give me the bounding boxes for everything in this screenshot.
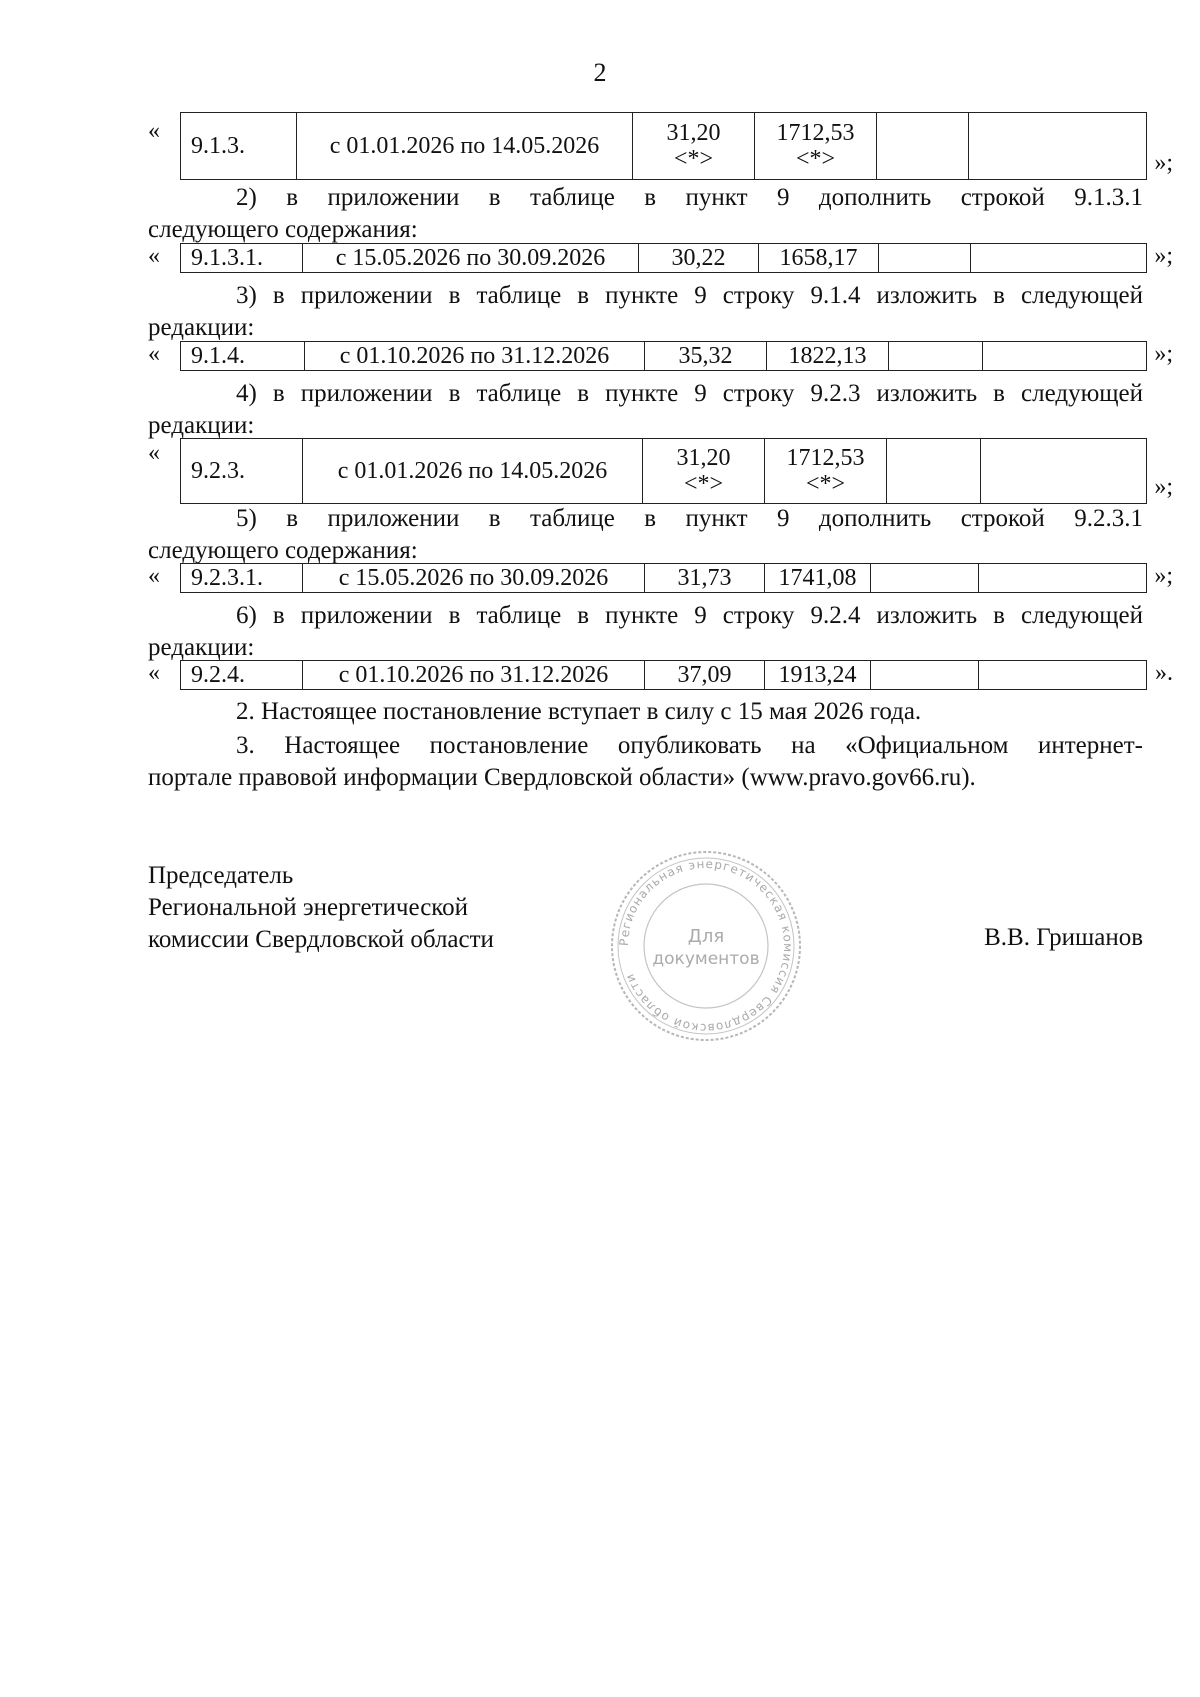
table-row [181,342,1147,371]
table-row-block-5 [148,563,1173,593]
table-row-block-4 [148,438,1173,504]
table-row-block-1 [148,112,1173,180]
stamp-center-line-1: Для [687,926,725,947]
row-value-2 [765,439,887,504]
row-value-2 [755,113,877,180]
row-value-1: 30,22 [639,244,759,273]
signer-line-1: Председатель [148,862,294,889]
closing-quote: »; [1154,243,1173,269]
value-2: 1712,53 [786,445,865,471]
empty-cell [969,113,1147,180]
amend-table [180,660,1147,690]
item-2-line-2: следующего содержания: [148,216,418,243]
row-code: 9.2.3. [181,439,303,504]
table-row [181,564,1147,593]
closing-quote: »; [1154,563,1173,589]
signer-line-3: комиссии Свердловской области [148,926,494,953]
empty-cell [981,439,1147,504]
value-2: 1712,53 [776,120,855,146]
empty-cell [871,564,979,593]
opening-quote: « [148,243,160,269]
row-value-1: 31,73 [645,564,765,593]
row-value-1: 37,09 [645,661,765,690]
closing-quote: »; [1154,341,1173,367]
value-2-note: <*> [795,146,836,172]
row-value-2: 1741,08 [765,564,871,593]
empty-cell [983,342,1147,371]
row-value-2: 1913,24 [765,661,871,690]
item-6-line-2: редакции: [148,634,255,661]
empty-cell [979,661,1147,690]
closing-quote: »; [1154,474,1173,500]
row-code: 9.1.3. [181,113,297,180]
item-5-line-1: 5) в приложении в таблице в пункт 9 дополнить строкой 9.2.3.1 [236,505,1143,532]
row-period: с 01.10.2026 по 31.12.2026 [303,661,645,690]
row-period: с 01.01.2026 по 14.05.2026 [303,439,643,504]
table-row-block-2 [148,243,1173,273]
stamp-ring-text: Региональная энергетическая комиссия Свердловской области [616,856,796,1036]
row-value-1 [633,113,755,180]
point-2: 2. Настоящее постановление вступает в силу с 15 мая 2026 года. [236,698,922,725]
empty-cell [971,244,1147,273]
opening-quote: « [148,341,160,367]
amend-table [180,341,1147,371]
row-value-2: 1822,13 [767,342,889,371]
point-3-line-2: портале правовой информации Свердловской области» (www.pravo.gov66.ru). [148,764,976,791]
item-6-line-1: 6) в приложении в таблице в пункте 9 строку 9.2.4 изложить в следующей [236,602,1143,629]
empty-cell [877,113,969,180]
row-code: 9.2.3.1. [181,564,303,593]
row-value-2: 1658,17 [759,244,879,273]
item-4-line-2: редакции: [148,412,255,439]
row-value-1 [643,439,765,504]
empty-cell [889,342,983,371]
item-3-line-1: 3) в приложении в таблице в пункте 9 строку 9.1.4 изложить в следующей [236,282,1143,309]
row-value-1: 35,32 [645,342,767,371]
opening-quote: « [148,440,160,466]
empty-cell [979,564,1147,593]
item-3-line-2: редакции: [148,314,255,341]
page-number: 2 [593,58,607,87]
amend-table [180,243,1147,273]
row-period: с 01.01.2026 по 14.05.2026 [297,113,633,180]
row-period: с 01.10.2026 по 31.12.2026 [305,342,645,371]
closing-quote: ». [1155,660,1173,686]
table-row [181,439,1147,504]
opening-quote: « [148,118,160,144]
table-row-block-6 [148,660,1173,690]
item-5-line-2: следующего содержания: [148,537,418,564]
empty-cell [871,661,979,690]
signer-name: В.В. Гришанов [984,924,1143,951]
signer-title [148,860,494,956]
value-1: 31,20 [666,120,721,146]
table-row [181,113,1147,180]
row-period: с 15.05.2026 по 30.09.2026 [303,564,645,593]
value-1: 31,20 [676,445,731,471]
value-1-note: <*> [673,146,714,172]
table-row-block-3 [148,341,1173,371]
point-3-line-1: 3. Настоящее постановление опубликовать на «Официальном интернет- [236,732,1143,759]
empty-cell [887,439,981,504]
empty-cell [879,244,971,273]
official-stamp [606,846,806,1046]
amend-table [180,563,1147,593]
signer-line-2: Региональной энергетической [148,894,469,921]
opening-quote: « [148,563,160,589]
opening-quote: « [148,660,160,686]
amend-table [180,112,1147,180]
amend-table [180,438,1147,504]
value-1-note: <*> [683,471,724,497]
row-code: 9.1.4. [181,342,305,371]
item-4-line-1: 4) в приложении в таблице в пункте 9 строку 9.2.3 изложить в следующей [236,380,1143,407]
closing-quote: »; [1154,150,1173,176]
row-code: 9.1.3.1. [181,244,303,273]
value-2-note: <*> [805,471,846,497]
table-row [181,244,1147,273]
item-2-line-1: 2) в приложении в таблице в пункт 9 дополнить строкой 9.1.3.1 [236,184,1143,211]
table-row [181,661,1147,690]
stamp-center-line-2: документов [652,949,760,969]
row-period: с 15.05.2026 по 30.09.2026 [303,244,639,273]
row-code: 9.2.4. [181,661,303,690]
